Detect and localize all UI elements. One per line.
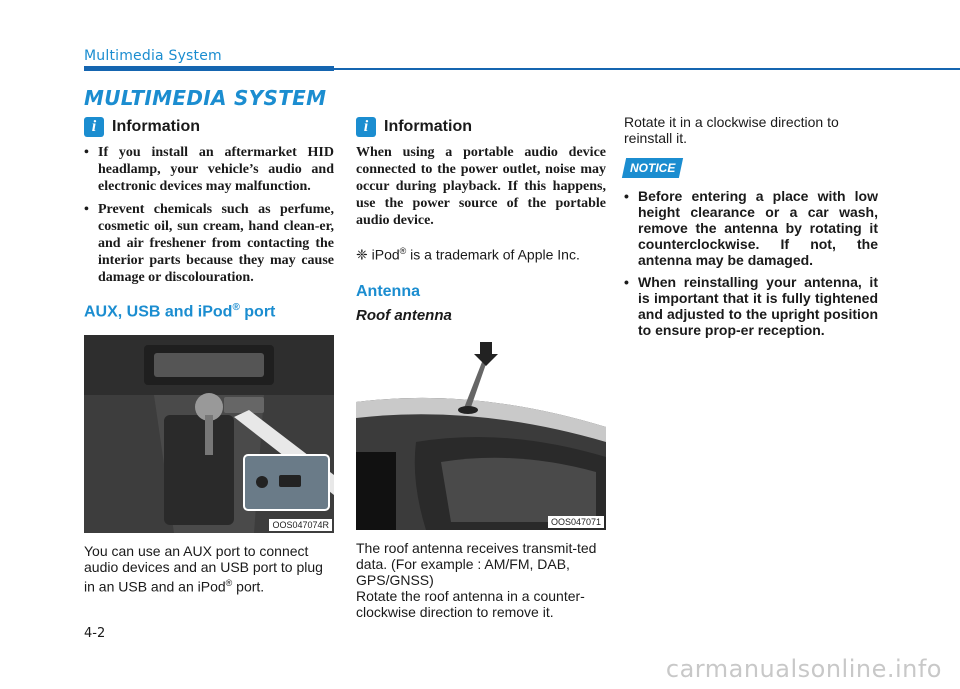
watermark: carmanualsonline.info xyxy=(665,655,942,683)
roof-antenna-subheading: Roof antenna xyxy=(356,306,452,324)
info-box-header xyxy=(356,114,606,140)
registered-mark: ® xyxy=(232,302,240,313)
registered-mark: ® xyxy=(399,246,407,256)
notice-bullet: • Before entering a place with low height clearance or a car wash, remove the antenna by rotating it counterclockwise. If not, the antenna may be damaged. xyxy=(624,188,878,268)
reinstall-text: Rotate it in a clockwise direction to reinstall it. xyxy=(624,114,839,146)
antenna-remove-text: Rotate the roof antenna in a counter-clockwise direction to remove it. xyxy=(356,587,585,620)
roof-antenna-illustration xyxy=(356,332,606,530)
registered-mark: ® xyxy=(225,578,233,589)
column-middle xyxy=(356,112,606,620)
center-console-illustration xyxy=(84,335,334,533)
aux-text: You can use an AUX port to connect audio devices and an USB port to plug in an USB and an iPod xyxy=(84,543,323,595)
antenna-heading: Antenna xyxy=(356,282,420,300)
info-text: When using a portable audio device connected to the power outlet, noise may occur during playback. If this happens, use the power source of the portable audio device. xyxy=(356,145,606,228)
aux-heading-suffix: port xyxy=(239,303,276,321)
notice-bullet: • When reinstalling your antenna, it is important that it is fully tightened and adjusted to the upright position to ensure prop-er reception. xyxy=(624,274,878,338)
aux-heading-text: AUX, USB and iPod xyxy=(84,303,233,321)
info-box-header xyxy=(84,114,334,140)
notice-badge xyxy=(622,158,684,178)
notice-bullet-list xyxy=(624,188,878,338)
notice-label-wrap xyxy=(624,158,878,178)
trademark-text: is a trademark of Apple Inc. xyxy=(406,246,580,263)
note-symbol-icon: ❈ xyxy=(356,246,368,263)
page-number: 4-2 xyxy=(84,626,106,641)
photo-caption: OOS047071 xyxy=(548,516,604,528)
notice-label: NOTICE xyxy=(630,161,676,175)
running-head: Multimedia System xyxy=(84,48,222,64)
photo-caption: OOS047074R xyxy=(269,519,332,531)
page-title: MULTIMEDIA SYSTEM xyxy=(84,86,327,110)
antenna-description: The roof antenna receives transmit-ted data. (For example : AM/FM, DAB, GPS/GNSS) xyxy=(356,539,597,588)
info-icon: i xyxy=(356,117,376,137)
console-photo xyxy=(84,335,334,533)
info-title: Information xyxy=(384,118,472,135)
trademark-name: iPod xyxy=(367,246,400,263)
trademark-note xyxy=(356,243,606,263)
info-title: Information xyxy=(112,118,200,135)
roof-antenna-photo xyxy=(356,332,606,530)
header-rule xyxy=(334,68,960,70)
info-icon: i xyxy=(84,117,104,137)
column-left xyxy=(84,112,334,595)
info-bullet: • Prevent chemicals such as perfume, cosmetic oil, sun cream, hand clean-er, and air freshener from contacting the interior parts because they may cause damage or discolouration. xyxy=(84,201,334,286)
aux-description xyxy=(84,543,334,595)
info-bullet-list xyxy=(84,144,334,286)
header-rule-dark xyxy=(84,66,334,71)
aux-heading xyxy=(84,302,334,321)
aux-text-end: port. xyxy=(232,578,265,595)
column-right xyxy=(624,112,878,344)
info-bullet: • If you install an aftermarket HID headlamp, your vehicle’s audio and electronic devices may malfunction. xyxy=(84,144,334,195)
